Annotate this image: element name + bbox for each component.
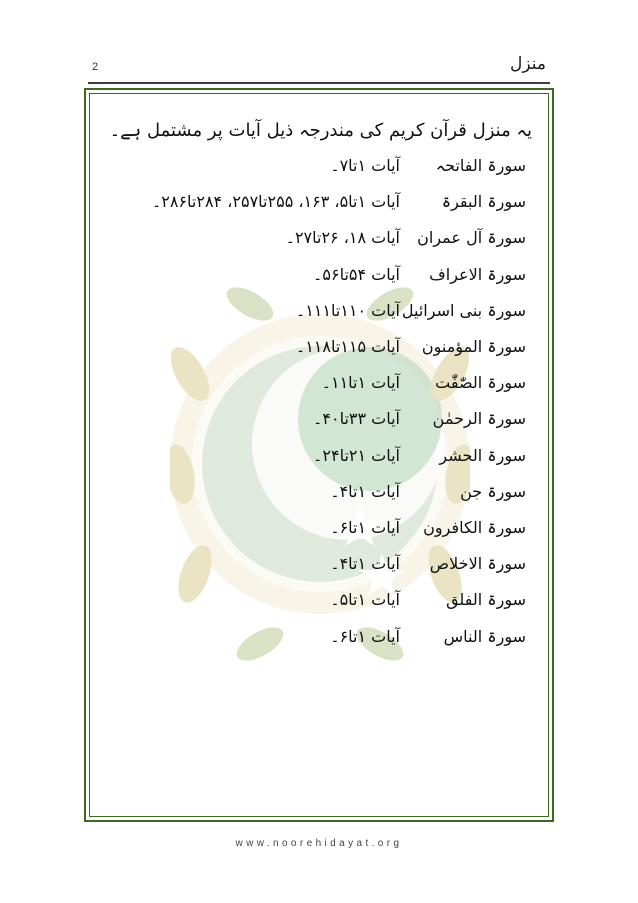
ayat-range: آیات ۱تا۴۔ bbox=[330, 481, 400, 501]
ayat-range: آیات ۱۱۵تا۱۱۸۔ bbox=[295, 337, 400, 356]
surah-name: سورۃ الکافرون bbox=[423, 518, 526, 537]
ayat-range: آیات ۱۱۰تا۱۱۱۔ bbox=[295, 300, 400, 320]
intro-text: یہ منزل قرآن کریم کی مندرجہ ذیل آیات پر مشتمل ہے۔ bbox=[109, 120, 532, 141]
surah-list bbox=[90, 94, 548, 816]
list-item bbox=[90, 590, 548, 620]
page-number: 2 bbox=[92, 61, 99, 73]
list-item bbox=[90, 228, 548, 258]
surah-name: سورۃ جن bbox=[460, 481, 526, 501]
ayat-range: آیات ۱تا۵۔ bbox=[330, 590, 400, 610]
surah-name: سورۃ الاعراف bbox=[429, 264, 526, 284]
ayat-range: آیات ۱تا۵، ۱۶۳، ۲۵۵تا۲۵۷، ۲۸۴تا۲۸۶۔ bbox=[151, 192, 400, 212]
ayat-range: آیات ۳۳تا۴۰۔ bbox=[313, 409, 400, 429]
list-item bbox=[90, 409, 548, 439]
surah-name: سورۃ البقرۃ bbox=[441, 192, 526, 212]
list-item bbox=[90, 301, 548, 331]
ayat-range: آیات ۱تا۱۱۔ bbox=[321, 373, 400, 393]
list-item bbox=[90, 192, 548, 222]
list-item bbox=[90, 265, 548, 295]
list-item bbox=[90, 373, 548, 403]
surah-name: سورۃ الاخلاص bbox=[429, 554, 526, 574]
surah-name: سورۃ المؤمنون bbox=[421, 337, 526, 356]
surah-name: سورۃ الفاتحہ bbox=[435, 156, 526, 175]
ayat-range: آیات ۱تا۴۔ bbox=[330, 554, 400, 574]
surah-name: سورۃ الحشر bbox=[439, 445, 526, 465]
ayat-range: آیات ۲۱تا۲۴۔ bbox=[313, 445, 400, 465]
list-item bbox=[90, 554, 548, 584]
surah-name: سورۃ الصّٰفّٰت bbox=[435, 373, 526, 393]
footer-url: www.noorehidayat.org bbox=[235, 838, 403, 849]
page-title: منزل bbox=[510, 54, 546, 74]
list-item bbox=[90, 627, 548, 657]
header-rule bbox=[88, 82, 550, 84]
ayat-range: آیات ۱تا۶۔ bbox=[330, 518, 400, 537]
page-frame bbox=[89, 93, 549, 817]
surah-name: سورۃ الفلق bbox=[446, 590, 526, 610]
surah-name: سورۃ الناس bbox=[443, 626, 526, 646]
ayat-range: آیات ۱تا۶۔ bbox=[330, 626, 400, 646]
list-item bbox=[90, 156, 548, 186]
surah-name: سورۃ بنی اسرائیل bbox=[401, 300, 526, 320]
list-item bbox=[90, 482, 548, 512]
ayat-range: آیات ۱تا۷۔ bbox=[330, 156, 400, 175]
ayat-range: آیات ۵۴تا۵۶۔ bbox=[313, 264, 400, 284]
list-item bbox=[90, 337, 548, 367]
surah-name: سورۃ آل عمران bbox=[417, 228, 526, 248]
list-item bbox=[90, 446, 548, 476]
surah-name: سورۃ الرحمٰن bbox=[432, 409, 526, 429]
ayat-range: آیات ۱۸، ۲۶تا۲۷۔ bbox=[285, 228, 400, 248]
list-item bbox=[90, 518, 548, 548]
